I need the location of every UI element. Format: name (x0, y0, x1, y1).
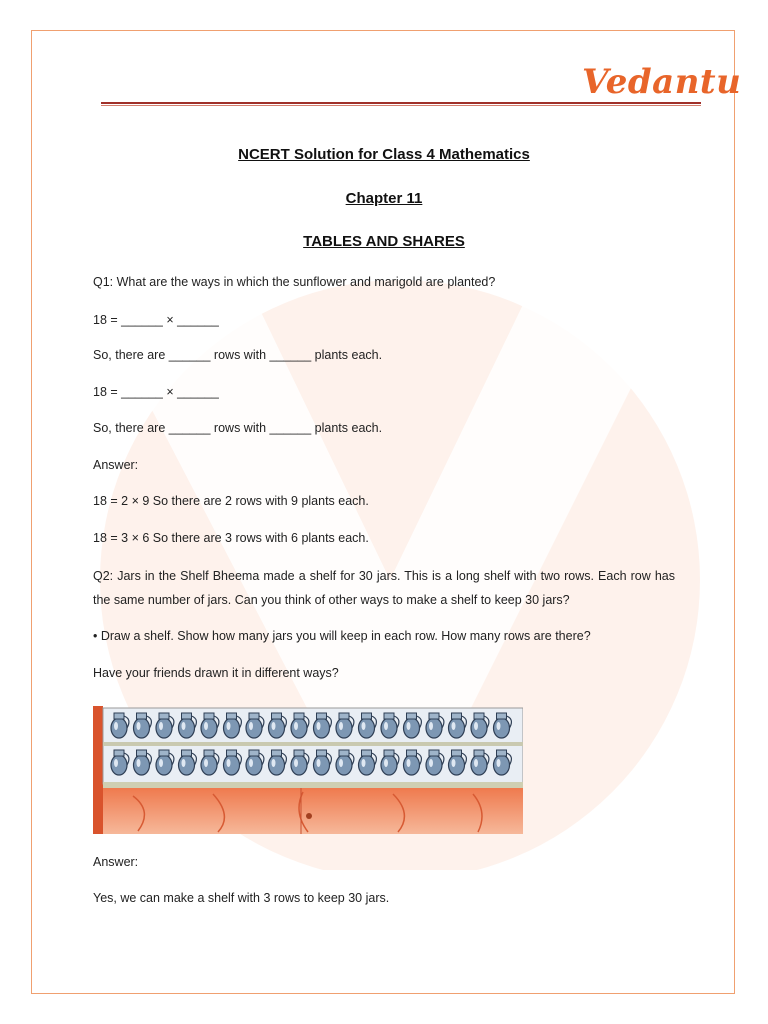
q1-answer-2: 18 = 3 × 6 So there are 3 rows with 6 plants each. (93, 531, 369, 545)
q1-answer-1: 18 = 2 × 9 So there are 2 rows with 9 plants each. (93, 494, 369, 508)
q1-blank-line-3: 18 = ______ × ______ (93, 385, 219, 399)
header-rule (101, 102, 701, 106)
chapter-heading: Chapter 11 (345, 190, 423, 207)
q2-answer-label: Answer: (93, 855, 139, 869)
q1-blank-line-4: So, there are ______ rows with ______ plants each. (93, 421, 383, 435)
q1-blank-line-2: So, there are ______ rows with ______ plants each. (93, 348, 383, 362)
topic-heading: TABLES AND SHARES (303, 233, 465, 250)
q1-question: Q1: What are the ways in which the sunflower and marigold are planted? (93, 275, 496, 289)
q2-answer: Yes, we can make a shelf with 3 rows to keep 30 jars. (93, 891, 390, 905)
q2-friends: Have your friends drawn it in different ways? (93, 666, 339, 680)
page-title: NCERT Solution for Class 4 Mathematics (238, 146, 530, 163)
q1-answer-label: Answer: (93, 458, 139, 472)
q2-bullet: • Draw a shelf. Show how many jars you will keep in each row. How many rows are there? (93, 629, 591, 643)
vedantu-logo: Vedantu (582, 62, 742, 102)
jar-shelf-illustration (93, 706, 523, 834)
q1-blank-line-1: 18 = ______ × ______ (93, 313, 219, 327)
q2-question: Q2: Jars in the Shelf Bheema made a shelf for 30 jars. This is a long shelf with two rows. Each row has the same number of jars. Can you think of other ways to make a shelf to keep 30 jars? (93, 569, 675, 607)
